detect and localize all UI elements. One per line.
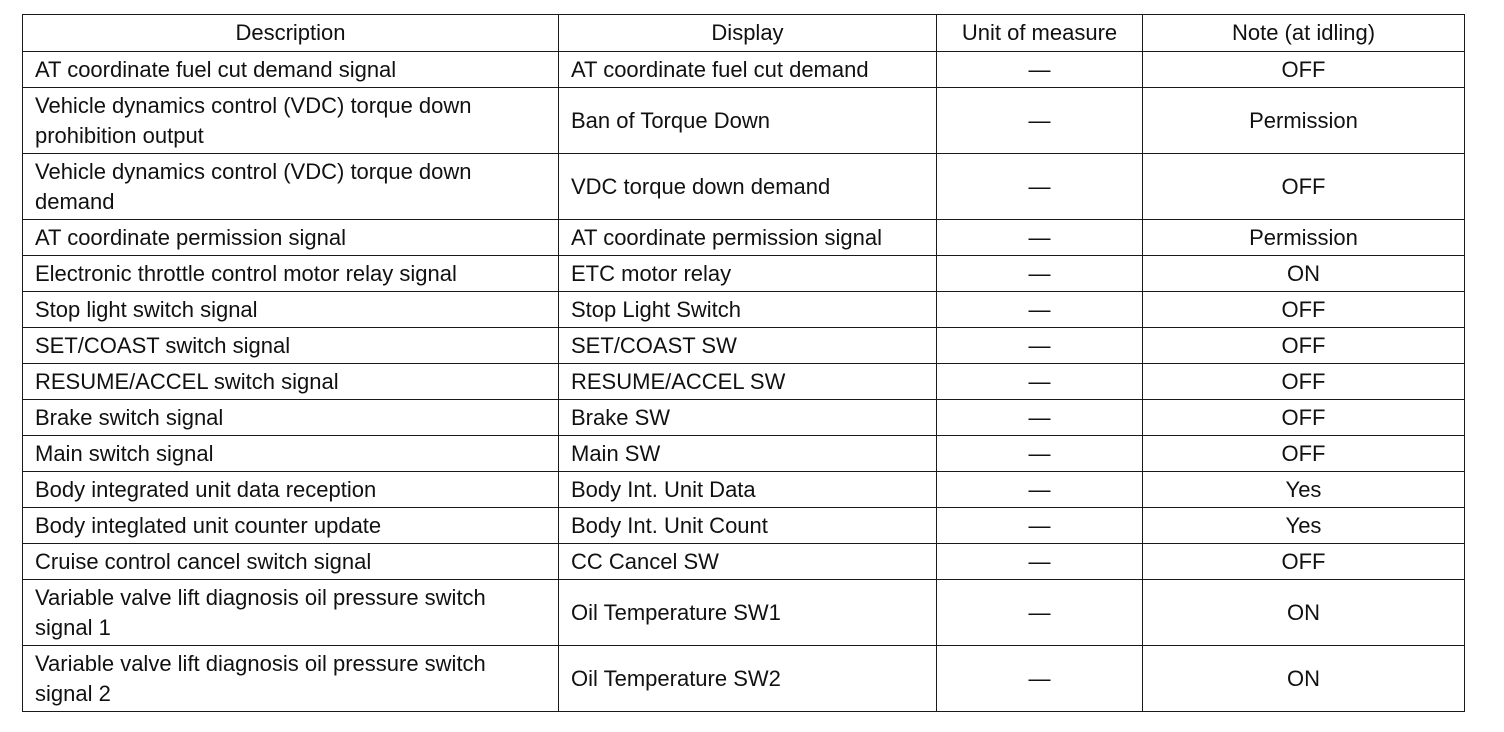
table-header-row bbox=[23, 15, 1465, 52]
cell-note: OFF bbox=[1143, 364, 1465, 400]
cell-display: Oil Temperature SW2 bbox=[559, 646, 937, 712]
cell-description: AT coordinate fuel cut demand signal bbox=[23, 52, 559, 88]
cell-display: VDC torque down demand bbox=[559, 154, 937, 220]
table-row bbox=[23, 646, 1465, 712]
cell-description: Electronic throttle control motor relay signal bbox=[23, 256, 559, 292]
table-row bbox=[23, 436, 1465, 472]
table-row bbox=[23, 472, 1465, 508]
cell-display: Body Int. Unit Count bbox=[559, 508, 937, 544]
cell-unit: — bbox=[937, 544, 1143, 580]
cell-display: SET/COAST SW bbox=[559, 328, 937, 364]
cell-description: RESUME/ACCEL switch signal bbox=[23, 364, 559, 400]
cell-note: OFF bbox=[1143, 436, 1465, 472]
cell-note: ON bbox=[1143, 256, 1465, 292]
cell-unit: — bbox=[937, 220, 1143, 256]
table-row bbox=[23, 364, 1465, 400]
cell-unit: — bbox=[937, 52, 1143, 88]
cell-note: OFF bbox=[1143, 52, 1465, 88]
table-row bbox=[23, 400, 1465, 436]
table-row bbox=[23, 256, 1465, 292]
cell-display: AT coordinate fuel cut demand bbox=[559, 52, 937, 88]
cell-description: Brake switch signal bbox=[23, 400, 559, 436]
cell-display: Main SW bbox=[559, 436, 937, 472]
cell-display: RESUME/ACCEL SW bbox=[559, 364, 937, 400]
header-display: Display bbox=[559, 15, 937, 52]
cell-unit: — bbox=[937, 508, 1143, 544]
cell-description: Cruise control cancel switch signal bbox=[23, 544, 559, 580]
cell-note: Permission bbox=[1143, 88, 1465, 154]
cell-unit: — bbox=[937, 328, 1143, 364]
cell-display: Stop Light Switch bbox=[559, 292, 937, 328]
cell-description: AT coordinate permission signal bbox=[23, 220, 559, 256]
table-row bbox=[23, 220, 1465, 256]
cell-description: Main switch signal bbox=[23, 436, 559, 472]
cell-display: ETC motor relay bbox=[559, 256, 937, 292]
cell-display: CC Cancel SW bbox=[559, 544, 937, 580]
cell-unit: — bbox=[937, 364, 1143, 400]
table-row bbox=[23, 154, 1465, 220]
cell-description: SET/COAST switch signal bbox=[23, 328, 559, 364]
header-note: Note (at idling) bbox=[1143, 15, 1465, 52]
cell-unit: — bbox=[937, 436, 1143, 472]
cell-unit: — bbox=[937, 88, 1143, 154]
cell-note: OFF bbox=[1143, 292, 1465, 328]
cell-note: OFF bbox=[1143, 154, 1465, 220]
table-row bbox=[23, 52, 1465, 88]
cell-note: Permission bbox=[1143, 220, 1465, 256]
cell-description: Variable valve lift diagnosis oil pressure switch signal 1 bbox=[23, 580, 559, 646]
cell-note: OFF bbox=[1143, 328, 1465, 364]
monitor-items-table bbox=[22, 14, 1465, 712]
cell-display: AT coordinate permission signal bbox=[559, 220, 937, 256]
cell-unit: — bbox=[937, 400, 1143, 436]
cell-unit: — bbox=[937, 154, 1143, 220]
table-row bbox=[23, 88, 1465, 154]
cell-note: Yes bbox=[1143, 472, 1465, 508]
cell-description: Body integlated unit counter update bbox=[23, 508, 559, 544]
header-description: Description bbox=[23, 15, 559, 52]
cell-display: Body Int. Unit Data bbox=[559, 472, 937, 508]
table-row bbox=[23, 580, 1465, 646]
cell-description: Vehicle dynamics control (VDC) torque down prohibition output bbox=[23, 88, 559, 154]
cell-note: OFF bbox=[1143, 400, 1465, 436]
cell-unit: — bbox=[937, 292, 1143, 328]
cell-note: Yes bbox=[1143, 508, 1465, 544]
cell-description: Variable valve lift diagnosis oil pressure switch signal 2 bbox=[23, 646, 559, 712]
cell-description: Vehicle dynamics control (VDC) torque down demand bbox=[23, 154, 559, 220]
table-row bbox=[23, 508, 1465, 544]
cell-unit: — bbox=[937, 646, 1143, 712]
cell-unit: — bbox=[937, 472, 1143, 508]
cell-display: Brake SW bbox=[559, 400, 937, 436]
cell-note: ON bbox=[1143, 646, 1465, 712]
cell-description: Body integrated unit data reception bbox=[23, 472, 559, 508]
cell-unit: — bbox=[937, 580, 1143, 646]
cell-display: Oil Temperature SW1 bbox=[559, 580, 937, 646]
table-row bbox=[23, 292, 1465, 328]
table-row bbox=[23, 328, 1465, 364]
cell-display: Ban of Torque Down bbox=[559, 88, 937, 154]
cell-note: OFF bbox=[1143, 544, 1465, 580]
cell-unit: — bbox=[937, 256, 1143, 292]
header-unit-of-measure: Unit of measure bbox=[937, 15, 1143, 52]
cell-description: Stop light switch signal bbox=[23, 292, 559, 328]
cell-note: ON bbox=[1143, 580, 1465, 646]
table-row bbox=[23, 544, 1465, 580]
